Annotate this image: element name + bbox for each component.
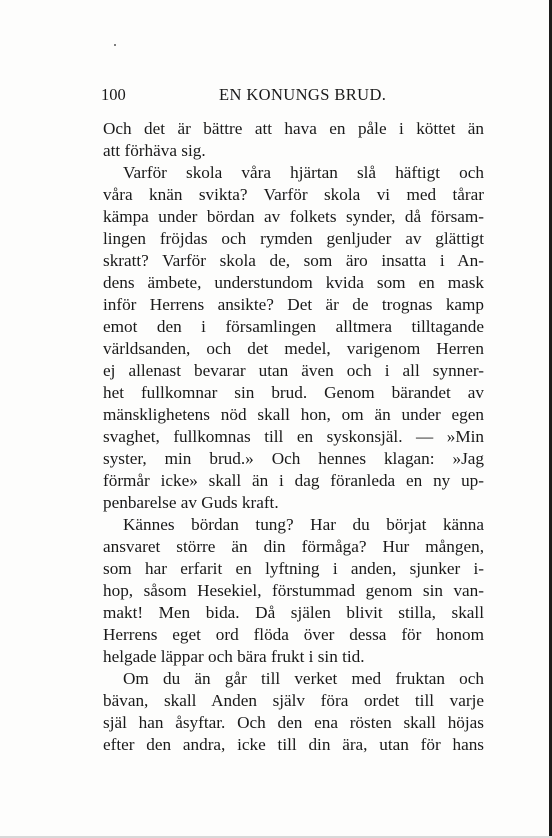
page-header: [101, 85, 484, 105]
text-line: emot den i församlingen alltmera tilltagande: [103, 317, 484, 336]
text-line: inför Herrens ansikte? Det är de trognas kamp: [103, 295, 484, 314]
text-line: mänsklighetens nöd skall hon, om än under egen: [103, 405, 484, 424]
text-line: efter den andra, icke till din ära, utan för hans: [103, 735, 484, 754]
text-line: Kännes bördan tung? Har du börjat känna: [123, 515, 484, 534]
ink-speck: [114, 44, 116, 46]
text-line: Varför skola våra hjärtan slå häftigt och: [123, 163, 484, 182]
text-line: världsanden, och det medel, varigenom Herren: [103, 339, 484, 358]
text-line: bävan, skall Anden själv föra ordet till varje: [103, 691, 484, 710]
text-line: svaghet, fullkomnas till en syskonsjäl. — »Min: [103, 427, 484, 446]
text-line: penbarelse av Guds kraft.: [103, 493, 279, 512]
text-line: syster, min brud.» Och hennes klagan: »Jag: [103, 449, 484, 468]
paragraph: [103, 162, 484, 514]
text-line: Herrens eget ord flöda över dessa för honom: [103, 625, 484, 644]
text-line: våra knän svikta? Varför skola vi med tårar: [103, 185, 484, 204]
text-line: själ han åsyftar. Och den ena rösten skall höjas: [103, 713, 484, 732]
body-text: [103, 118, 484, 756]
text-line: kämpa under bördan av folkets synder, då försam-: [103, 207, 484, 226]
text-line: Om du än går till verket med fruktan och: [123, 669, 484, 688]
text-line: het fullkomnar sin brud. Genom bärandet av: [103, 383, 484, 402]
text-line: helgade läppar och bära frukt i sin tid.: [103, 647, 365, 666]
text-line: att förhäva sig.: [103, 141, 206, 160]
text-line: makt! Men bida. Då själen blivit stilla, skall: [103, 603, 484, 622]
paragraph: [103, 668, 484, 756]
text-line: förmår icke» skall än i dag föranleda en ny up-: [103, 471, 484, 490]
text-line: som har erfarit en lyftning i anden, sjunker i-: [103, 559, 484, 578]
page-number: 100: [101, 85, 126, 104]
text-line: Och det är bättre att hava en påle i köttet än: [103, 119, 484, 138]
text-line: lingen fröjdas och rymden genljuder av glättigt: [103, 229, 484, 248]
running-title: EN KONUNGS BRUD.: [219, 85, 387, 104]
text-line: hop, såsom Hesekiel, förstummad genom sin van-: [103, 581, 484, 600]
paragraph: [103, 514, 484, 668]
paragraph: [103, 118, 484, 162]
text-line: ansvaret större än din förmåga? Hur mången,: [103, 537, 484, 556]
text-line: dens ämbete, understundom kvida som en mask: [103, 273, 484, 292]
text-line: skratt? Varför skola de, som äro insatta i An-: [103, 251, 484, 270]
text-line: ej allenast bevarar utan även och i all synner-: [103, 361, 484, 380]
